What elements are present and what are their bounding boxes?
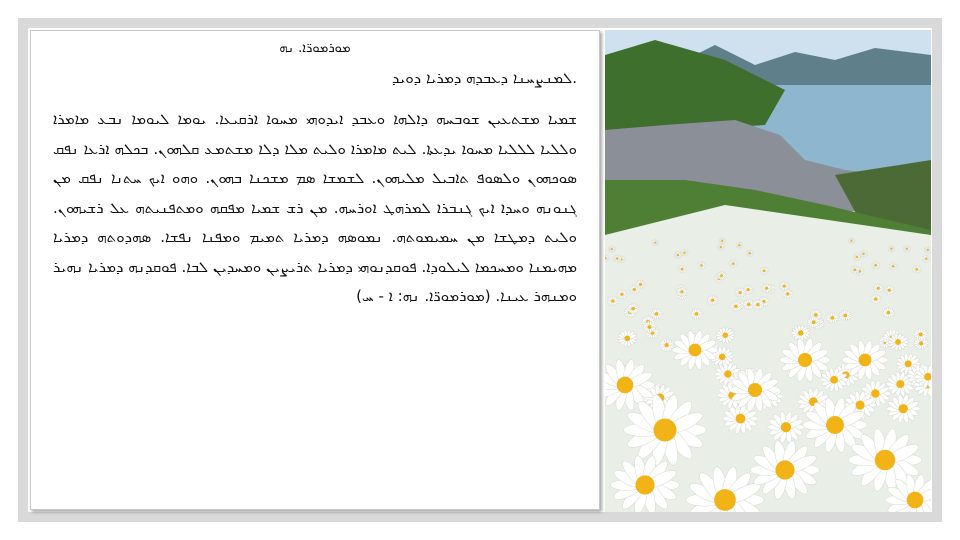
daisy xyxy=(873,284,884,293)
daisy xyxy=(608,246,616,253)
daisy xyxy=(860,250,868,257)
daisy xyxy=(736,242,743,248)
daisy xyxy=(677,287,688,297)
daisy xyxy=(889,262,898,270)
daisy xyxy=(848,238,855,244)
daisy xyxy=(635,280,645,289)
photo-illustration xyxy=(605,30,931,512)
daisy xyxy=(912,265,921,273)
daisy xyxy=(850,266,859,274)
daisy xyxy=(717,271,727,279)
daisy xyxy=(717,244,724,251)
daisy xyxy=(697,261,706,269)
daisy xyxy=(922,255,930,262)
daisy xyxy=(616,289,627,299)
daisy xyxy=(674,251,682,258)
daisy xyxy=(735,288,746,298)
daisy xyxy=(870,294,881,304)
daisy xyxy=(871,261,880,269)
daisy xyxy=(729,260,738,268)
daisy xyxy=(779,282,789,291)
daisy xyxy=(746,250,754,257)
daisy xyxy=(607,296,619,306)
daisy xyxy=(707,295,719,305)
passage-body: ܫܡܝܐ ܡܫܬܥܝܢ ܫܘܒܚܗ ܕܐܠܗܐ ܘܥܒܕ ܐܝܕܘܗܝ ܡܚܘܐ ܐܪܩܝܥܐ. ܝܘܡܐ ܠܝܘܡܐ ܢܒܥ ܡܐܡܪܐ ܘܠܠܝܐ ܠܠܠܝܐ ܡܚܘܐ ܝܕܥܬܐ. ܠܝܬ ܡܐܡܪܐ ܘܠܝܬ ܡܠܐ ܕܠܐ ܡܫܬܡܥ ܩܠܗܘܢ. ܒܟܠܗ ܐܪܥܐ ܢܦܩ ܣܘܟܗܘܢ ܘܠܣܘܦ ܬܐܒܝܠ ܡܠܝܗܘܢ. ܠܫܡܫܐ ܣܡ ܡܫܟܢܐ ܒܗܘܢ. ܘܗܘ ܐܝܟ ܚܬܢܐ ܢܦܩ ܡܢ ܓܢܘܢܗ ܘܚܕܐ ܐܝܟ ܓܢܒܪܐ ܠܡܪܗܛ ܐܘܪܚܗ. ܡܢ ܪܫ ܫܡܝܐ ܡܦܩܗ ܘܡܬܦܢܝܬܗ ܥܠ ܪܫܝܗܘܢ. ܘܠܝܬ ܕܡܛܫܐ ܡܢ ܚܡܝܡܘܬܗ. ܢܡܘܣܗ ܕܡܪܝܐ ܬܡܝܡ ܘܡܦܢܐ ܢܦܫܐ. ܣܗܕܘܬܗ ܕܡܪܝܐ ܡܗܝܡܢܐ ܘܡܚܟܡܐ ܠܝܠܘܕܐ. ܦܘܩܕܢܘܗܝ ܕܡܪܝܐ ܬܪܝܨܝܢ ܘܡܚܕܝܢ ܠܒܐ. ܦܘܩܕܢܗ ܕܡܪܝܐ ܢܗܝܪ ܘܡܢܗܪ ܥܝܢܐ. (ܡܘܪܡܘܪ̈ܐ. ܢܗ: ܐ - ܚ) xyxy=(53,110,577,305)
daisy xyxy=(613,255,621,262)
daisy xyxy=(888,245,896,252)
daisy xyxy=(884,285,895,294)
passage-heading: ܠܡܢܨܚܢܐ ܕܥܒܕܗ ܕܡܪܝܐ ܕܘܝܕ. xyxy=(392,69,577,87)
daisy-landscape-photo xyxy=(605,30,931,512)
text-panel xyxy=(30,30,600,510)
daisy xyxy=(652,240,659,246)
daisy xyxy=(719,238,726,244)
daisy xyxy=(903,245,911,252)
daisy xyxy=(782,289,793,299)
daisy xyxy=(760,267,769,275)
daisy xyxy=(761,284,772,293)
passage-title: ܡܘܪܡܘܪ̈ܐ. ܢܗ xyxy=(279,41,351,56)
daisy xyxy=(678,265,687,273)
